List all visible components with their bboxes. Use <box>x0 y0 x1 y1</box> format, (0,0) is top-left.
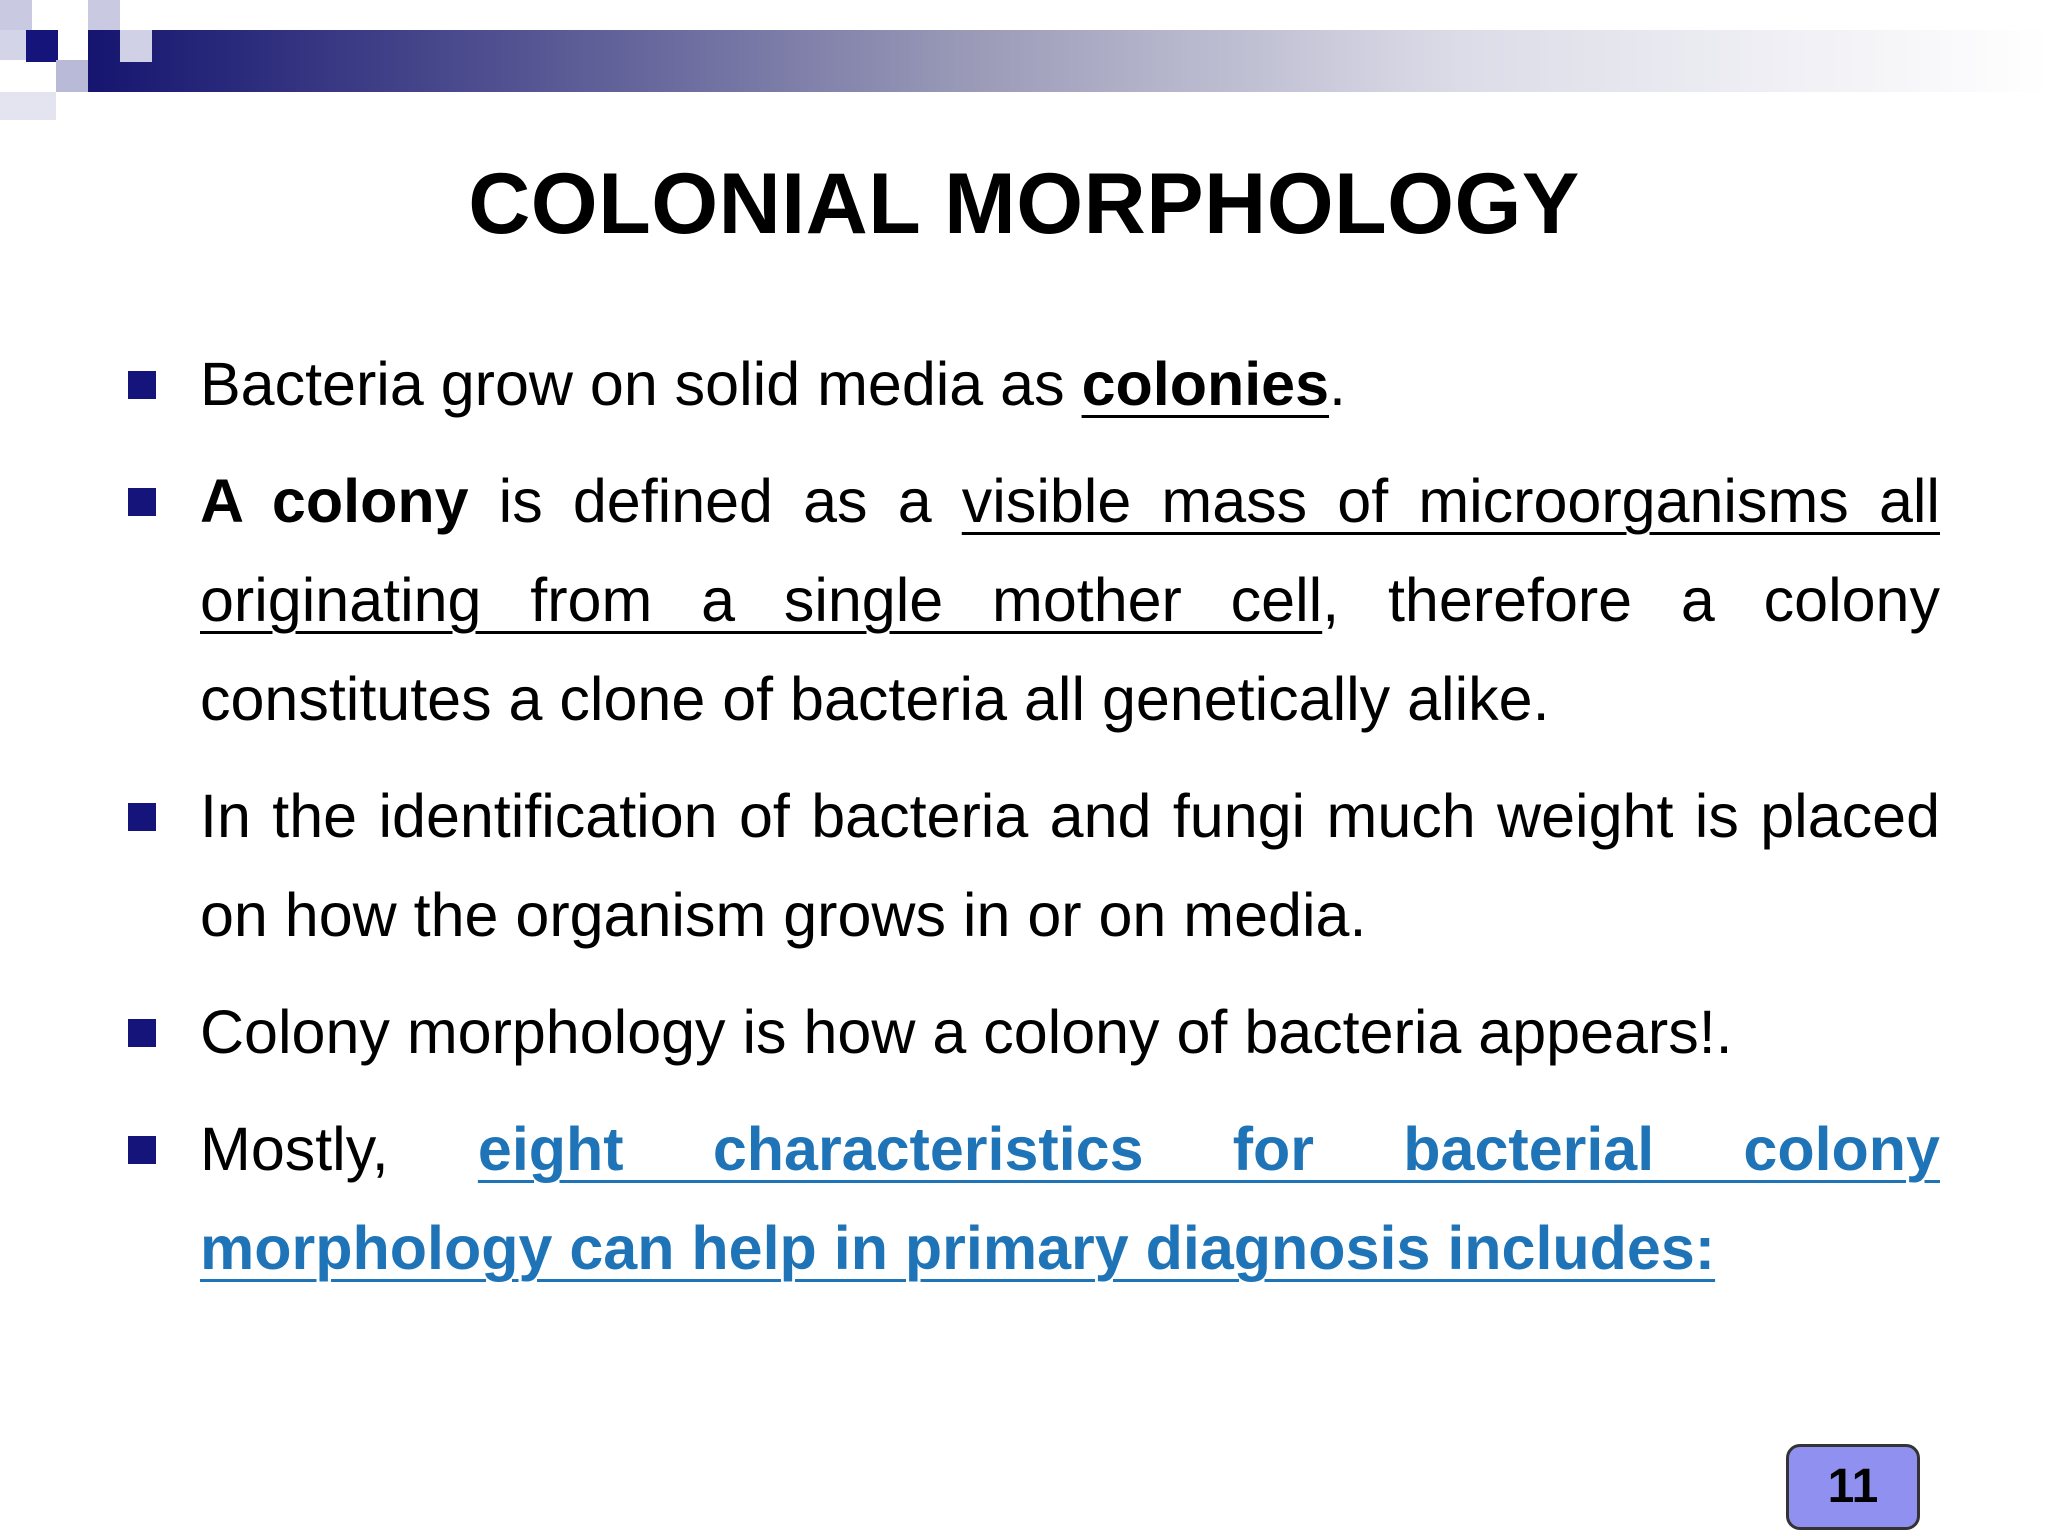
square-bullet-icon <box>128 803 156 831</box>
bullet-item-eight-characteristics <box>200 1100 1940 1298</box>
bullet-text: In the identification of bacteria and fungi much weight is placed on how the organism grows in or on media. <box>200 782 1940 949</box>
square-bullet-icon <box>128 1136 156 1164</box>
square-bullet-icon <box>128 371 156 399</box>
decor-square <box>0 0 32 30</box>
bullet-item-morphology <box>200 983 1940 1082</box>
decor-square <box>0 92 56 120</box>
bullet-term-colony: A colony <box>200 467 469 535</box>
decor-square <box>120 30 152 62</box>
bullet-item-colonies <box>200 335 1940 434</box>
page-title: COLONIAL MORPHOLOGY <box>468 156 1580 252</box>
bullet-text: Mostly, <box>200 1115 478 1183</box>
bullet-list <box>200 335 1940 1316</box>
decor-square <box>56 60 88 92</box>
bullet-text: Colony morphology is how a colony of bacteria appears!. <box>200 998 1733 1066</box>
decor-square <box>88 0 120 30</box>
bullet-text: Bacteria grow on solid media as <box>200 350 1082 418</box>
page-number-badge: 11 <box>1786 1444 1920 1530</box>
bullet-term-colonies: colonies <box>1081 350 1330 418</box>
bullet-item-identification <box>200 767 1940 965</box>
bullet-text: . <box>1329 350 1346 418</box>
decor-square <box>26 30 58 62</box>
bullet-text: , therefore a colony constitutes a clone of bacteria all genetically alike. <box>200 566 1940 733</box>
characteristics-link[interactable]: eight characteristics for bacterial colony morphology can help in primary diagnosis includes: <box>200 1115 1940 1282</box>
square-bullet-icon <box>128 488 156 516</box>
bullet-item-colony-definition <box>200 452 1940 749</box>
square-bullet-icon <box>128 1019 156 1047</box>
bullet-definition-underlined: visible mass of microorganisms all originating from a single mother cell <box>200 467 1940 634</box>
header-gradient-bar <box>88 30 2048 92</box>
bullet-text: is defined as a <box>468 467 962 535</box>
